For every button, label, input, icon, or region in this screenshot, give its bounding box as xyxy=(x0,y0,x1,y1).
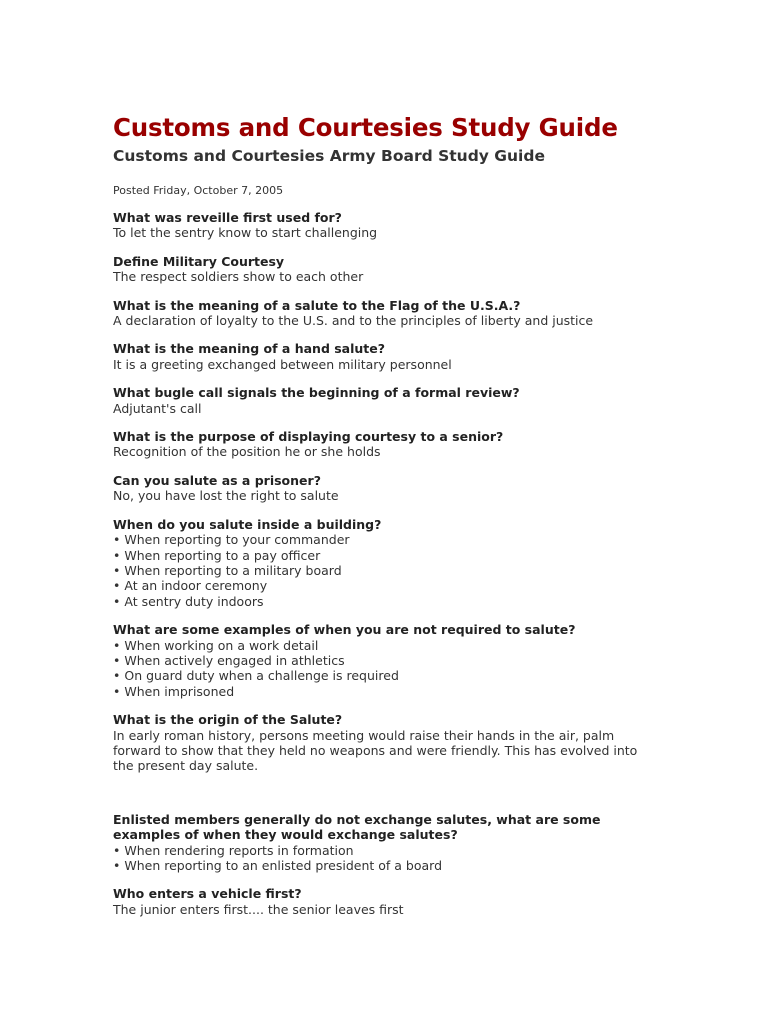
qa-item xyxy=(113,254,653,285)
question: What is the purpose of displaying courtesy to a senior? xyxy=(113,429,504,445)
answer: A declaration of loyalty to the U.S. and to the principles of liberty and justice xyxy=(113,313,594,329)
bullet-item: • When reporting to a military board xyxy=(113,563,653,578)
question: What bugle call signals the beginning of a formal review? xyxy=(113,385,520,401)
qa-item xyxy=(113,712,653,774)
qa-list xyxy=(113,210,653,917)
posted-date: Posted Friday, October 7, 2005 xyxy=(113,184,284,197)
question: Can you salute as a prisoner? xyxy=(113,472,321,488)
page-subtitle: Customs and Courtesies Army Board Study Guide xyxy=(113,147,545,165)
question: When do you salute inside a building? xyxy=(113,516,382,532)
question: Define Military Courtesy xyxy=(113,253,285,269)
bullet-item: • On guard duty when a challenge is required xyxy=(113,668,653,683)
qa-item xyxy=(113,473,653,504)
bullet-item: • At sentry duty indoors xyxy=(113,594,653,609)
answer: No, you have lost the right to salute xyxy=(113,488,339,504)
answer: The junior enters first.... the senior leaves first xyxy=(113,901,404,917)
question: What are some examples of when you are not required to salute? xyxy=(113,622,576,638)
question: What is the meaning of a salute to the Flag of the U.S.A.? xyxy=(113,297,521,313)
question: Enlisted members generally do not exchange salutes, what are some examples of when they would exchange salutes? xyxy=(113,811,601,843)
qa-item xyxy=(113,298,653,329)
qa-item xyxy=(113,210,653,241)
bullet-item: • When reporting to your commander xyxy=(113,532,653,547)
answer: To let the sentry know to start challenging xyxy=(113,225,378,241)
answer: Adjutant's call xyxy=(113,400,202,416)
answer: Recognition of the position he or she holds xyxy=(113,444,381,460)
bullet-item: • At an indoor ceremony xyxy=(113,578,653,593)
bullet-item: • When reporting to a pay officer xyxy=(113,548,653,563)
question: What was reveille first used for? xyxy=(113,210,342,225)
question: What is the origin of the Salute? xyxy=(113,712,343,728)
bullet-item: • When reporting to an enlisted president of a board xyxy=(113,858,653,873)
answer: It is a greeting exchanged between military personnel xyxy=(113,356,452,372)
answer: The respect soldiers show to each other xyxy=(113,269,364,285)
qa-item xyxy=(113,886,653,917)
answer: In early roman history, persons meeting would raise their hands in the air, palm forward to show that they held no weapons and were friendly. This has evolved into the present day salute. xyxy=(113,727,638,774)
question: Who enters a vehicle first? xyxy=(113,886,302,902)
study-guide-document xyxy=(113,112,653,930)
qa-item xyxy=(113,429,653,460)
bullet-item: • When actively engaged in athletics xyxy=(113,653,653,668)
qa-item xyxy=(113,517,653,609)
qa-item xyxy=(113,812,653,874)
qa-item xyxy=(113,622,653,699)
page-title: Customs and Courtesies Study Guide xyxy=(113,113,618,142)
bullet-item: • When imprisoned xyxy=(113,684,653,699)
qa-item xyxy=(113,385,653,416)
bullet-item: • When rendering reports in formation xyxy=(113,843,653,858)
question: What is the meaning of a hand salute? xyxy=(113,341,386,357)
bullet-item: • When working on a work detail xyxy=(113,638,653,653)
qa-item xyxy=(113,341,653,372)
